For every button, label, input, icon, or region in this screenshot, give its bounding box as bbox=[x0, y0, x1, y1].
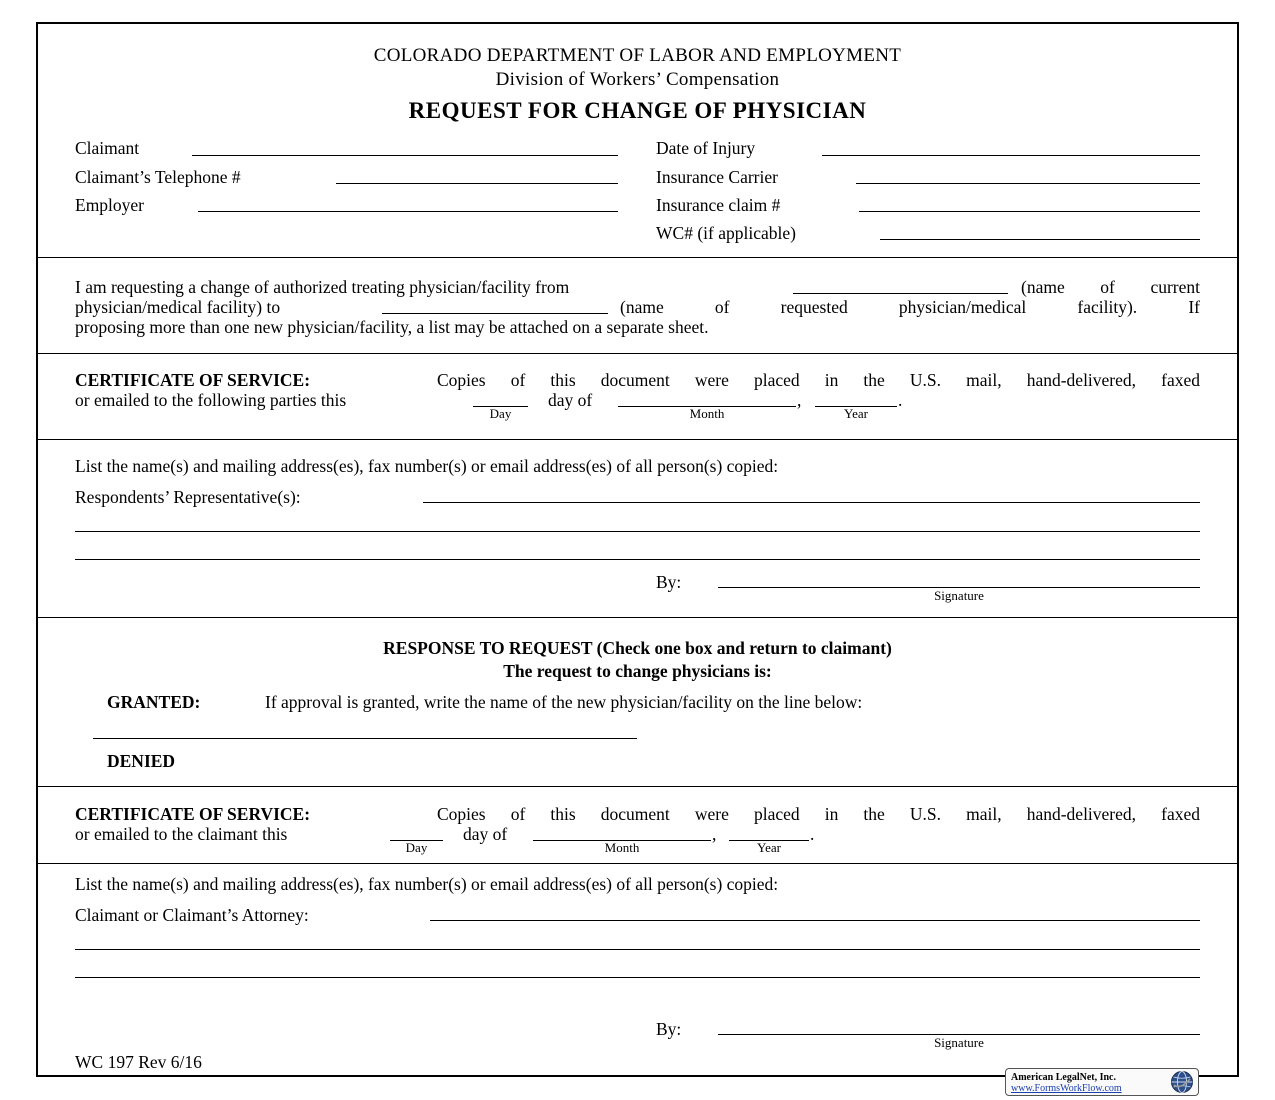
certificate-heading: CERTIFICATE OF SERVICE: bbox=[75, 370, 311, 390]
day-of-text: day of bbox=[463, 824, 508, 844]
division-name: Division of Workers’ Compensation bbox=[495, 69, 780, 90]
request-line1-end: (name of current bbox=[1021, 277, 1200, 297]
certificate-heading: CERTIFICATE OF SERVICE: bbox=[75, 804, 311, 824]
claimant-attorney-field[interactable] bbox=[430, 920, 1200, 921]
claimant-phone-field[interactable] bbox=[336, 183, 618, 184]
claimant-phone-label: Claimant’s Telephone # bbox=[75, 167, 241, 187]
day-label: Day bbox=[489, 406, 512, 421]
certificate-text-line2: or emailed to the following parties this bbox=[75, 390, 347, 410]
request-line1: I am requesting a change of authorized treating physician/facility from bbox=[75, 277, 570, 297]
certificate-text: Copies of this document were placed in the U.S. mail, hand-delivered, faxed bbox=[437, 804, 1200, 824]
by-label: By: bbox=[656, 1019, 682, 1039]
respondents-representative-label: Respondents’ Representative(s): bbox=[75, 487, 301, 507]
granted-label[interactable]: GRANTED: bbox=[107, 692, 201, 712]
copies-instruction: List the name(s) and mailing address(es), fax number(s) or email address(es) of all person(s) copied: bbox=[75, 874, 779, 894]
employer-field[interactable] bbox=[198, 211, 618, 212]
section-divider bbox=[37, 786, 1238, 787]
insurance-carrier-field[interactable] bbox=[856, 183, 1200, 184]
requested-physician-field[interactable] bbox=[382, 313, 608, 314]
certificate-text: Copies of this document were placed in the U.S. mail, hand-delivered, faxed bbox=[437, 370, 1200, 390]
signature-label: Signature bbox=[934, 1035, 984, 1050]
agency-name: COLORADO DEPARTMENT OF LABOR AND EMPLOYMENT bbox=[373, 45, 902, 66]
response-subheading: The request to change physicians is: bbox=[503, 661, 772, 681]
year-label: Year bbox=[844, 406, 868, 421]
request-line3: proposing more than one new physician/facility, a list may be attached on a separate sheet. bbox=[75, 317, 709, 337]
address-line[interactable] bbox=[75, 949, 1200, 950]
employer-label: Employer bbox=[75, 195, 145, 215]
signature-label: Signature bbox=[934, 588, 984, 603]
form-title: REQUEST FOR CHANGE OF PHYSICIAN bbox=[408, 98, 867, 123]
globe-icon bbox=[1170, 1070, 1194, 1094]
date-of-injury-field[interactable] bbox=[822, 155, 1200, 156]
copies-instruction: List the name(s) and mailing address(es), fax number(s) or email address(es) of all person(s) copied: bbox=[75, 456, 779, 476]
section-divider bbox=[37, 439, 1238, 440]
comma: , bbox=[712, 824, 717, 844]
date-of-injury-label: Date of Injury bbox=[656, 138, 756, 158]
granted-text: If approval is granted, write the name of the new physician/facility on the line below: bbox=[265, 692, 863, 712]
publisher-name: American LegalNet, Inc. bbox=[1011, 1072, 1116, 1083]
claimant-label: Claimant bbox=[75, 138, 140, 158]
day-label: Day bbox=[405, 840, 428, 855]
request-line2: physician/medical facility) to bbox=[75, 297, 281, 317]
wc-number-label: WC# (if applicable) bbox=[656, 223, 796, 243]
publisher-url[interactable]: www.FormsWorkFlow.com bbox=[1011, 1083, 1122, 1094]
address-line[interactable] bbox=[75, 531, 1200, 532]
certificate-text-line2: or emailed to the claimant this bbox=[75, 824, 288, 844]
new-physician-field[interactable] bbox=[93, 738, 637, 739]
address-line[interactable] bbox=[75, 559, 1200, 560]
denied-label[interactable]: DENIED bbox=[107, 751, 176, 771]
day-of-text: day of bbox=[548, 390, 593, 410]
section-divider bbox=[37, 353, 1238, 354]
section-divider bbox=[37, 863, 1238, 864]
wc-number-field[interactable] bbox=[880, 239, 1200, 240]
current-physician-field[interactable] bbox=[793, 293, 1008, 294]
section-divider bbox=[37, 257, 1238, 258]
insurance-claim-field[interactable] bbox=[859, 211, 1200, 212]
year-label: Year bbox=[757, 840, 781, 855]
by-label: By: bbox=[656, 572, 682, 592]
insurance-claim-label: Insurance claim # bbox=[656, 195, 781, 215]
comma: , bbox=[797, 390, 802, 410]
month-label: Month bbox=[604, 840, 640, 855]
period: . bbox=[898, 390, 903, 410]
address-line[interactable] bbox=[75, 977, 1200, 978]
claimant-field[interactable] bbox=[192, 155, 618, 156]
month-label: Month bbox=[689, 406, 725, 421]
respondents-representative-field[interactable] bbox=[423, 502, 1200, 503]
publisher-logo[interactable] bbox=[1005, 1068, 1199, 1096]
period: . bbox=[810, 824, 815, 844]
response-heading: RESPONSE TO REQUEST (Check one box and return to claimant) bbox=[383, 638, 892, 658]
claimant-attorney-label: Claimant or Claimant’s Attorney: bbox=[75, 905, 309, 925]
section-divider bbox=[37, 617, 1238, 618]
request-line2-end: (name of requested physician/medical facility). If bbox=[620, 297, 1200, 317]
form-number: WC 197 Rev 6/16 bbox=[75, 1052, 202, 1072]
insurance-carrier-label: Insurance Carrier bbox=[656, 167, 778, 187]
